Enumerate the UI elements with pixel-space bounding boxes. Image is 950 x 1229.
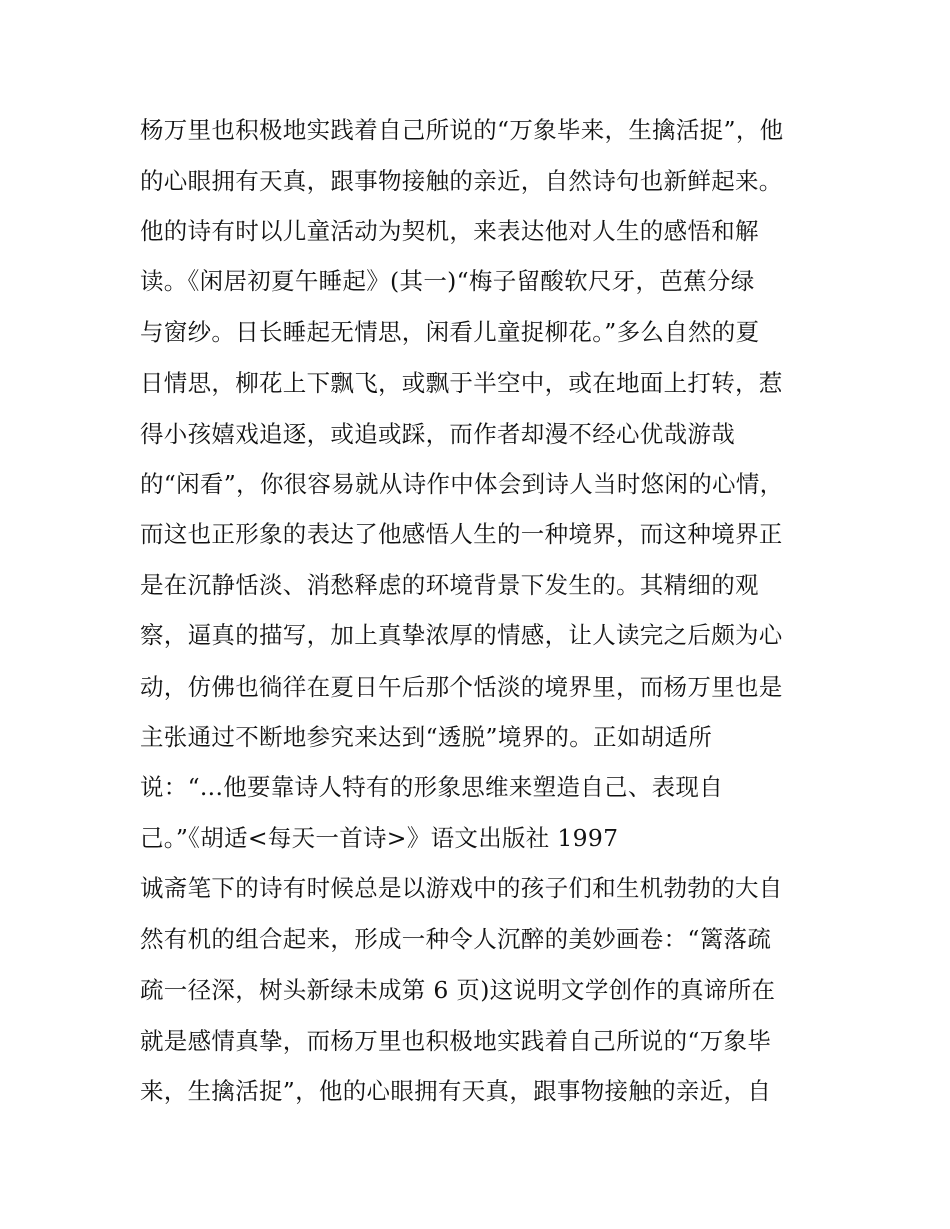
text-line: 日情思，柳花上下飘飞，或飘于半空中，或在地面上打转，惹: [140, 369, 783, 397]
text-line: 的“闲看”，你很容易就从诗作中体会到诗人当时悠闲的心情，: [140, 470, 784, 498]
text-line: 来，生擒活捉”，他的心眼拥有天真，跟事物接触的亲近，自: [140, 1077, 772, 1105]
text-line: 得小孩嬉戏追逐，或追或踩，而作者却漫不经心优哉游哉: [140, 420, 735, 448]
text-line: 察，逼真的描写，加上真挚浓厚的情感，让人读完之后颇为心: [140, 621, 783, 649]
text-line: 与窗纱。日长睡起无情思，闲看儿童捉柳花。”多么自然的夏: [140, 318, 760, 346]
text-line: 杨万里也积极地实践着自己所说的“万象毕来，生擒活捉”，他: [140, 116, 784, 144]
text-line: 主张通过不断地参究来达到“透脱”境界的。正如胡适所: [140, 723, 713, 751]
text-line: 己。”《胡适<每天一首诗>》语文出版社 1997: [140, 824, 619, 852]
text-line: 他的诗有时以儿童活动为契机，来表达他对人生的感悟和解: [140, 217, 759, 245]
text-line: 就是感情真挚，而杨万里也积极地实践着自己所说的“万象毕: [140, 1027, 772, 1055]
text-line: 说：“...他要靠诗人特有的形象思维来塑造自己、表现自: [140, 773, 724, 801]
text-line: 读。《闲居初夏午睡起》(其一)“梅子留酸软尺牙，芭蕉分绿: [140, 267, 755, 295]
text-line: 的心眼拥有天真，跟事物接触的亲近，自然诗句也新鲜起来。: [140, 167, 783, 195]
text-line: 诚斋笔下的诗有时候总是以游戏中的孩子们和生机勃勃的大自: [140, 874, 783, 902]
text-line: 然有机的组合起来，形成一种令人沉醉的美妙画卷：“篱落疏: [140, 925, 772, 953]
text-line: 是在沉静恬淡、消愁释虑的环境背景下发生的。其精细的观: [140, 571, 759, 599]
text-line: 动，仿佛也徜徉在夏日午后那个恬淡的境界里，而杨万里也是: [140, 673, 783, 701]
text-line: 疏一径深，树头新绿未成第 6 页)这说明文学创作的真谛所在: [140, 976, 776, 1004]
text-line: 而这也正形象的表达了他感悟人生的一种境界，而这种境界正: [140, 520, 783, 548]
